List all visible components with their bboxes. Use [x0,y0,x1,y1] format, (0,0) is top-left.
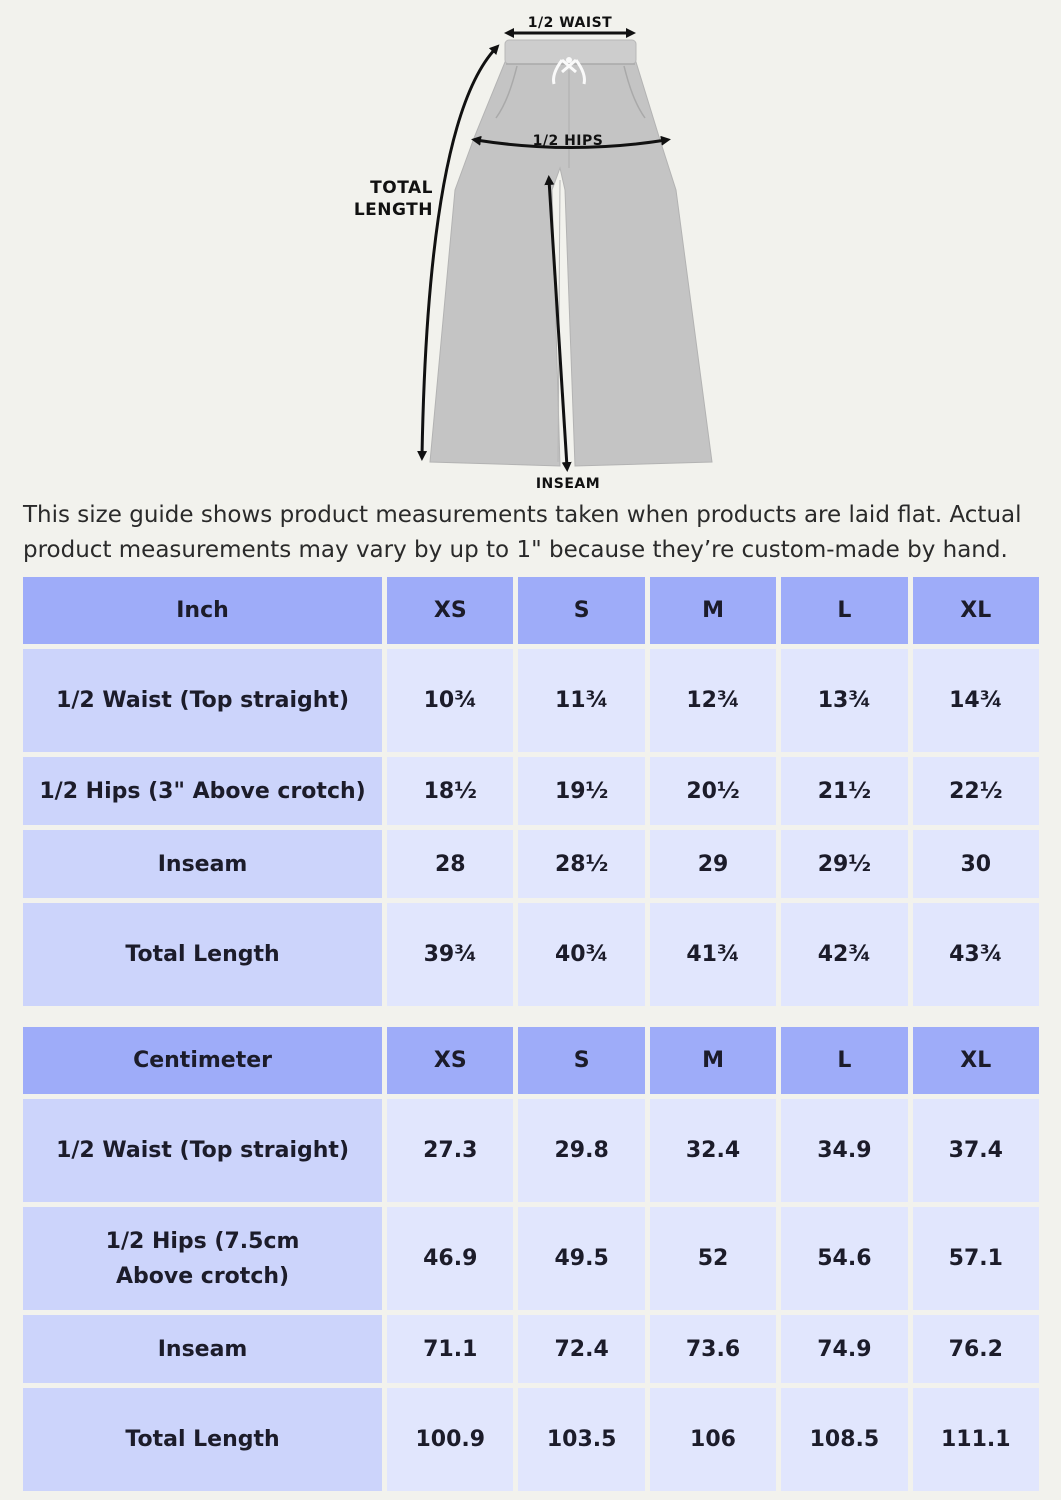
row-label: Inseam [23,830,382,898]
table-cell: 100.9 [387,1388,513,1491]
table-cell: 19½ [518,757,644,825]
table-cell: 32.4 [650,1099,776,1202]
inch-header-row [23,577,1039,644]
table-cell: 41¾ [650,903,776,1006]
size-header-xs: XS [387,1027,513,1094]
size-header-l: L [781,1027,907,1094]
inch-unit-header: Inch [23,577,382,644]
table-row [23,1207,1039,1310]
pants-body [430,62,712,466]
row-label: Total Length [23,903,382,1006]
table-row [23,1388,1039,1491]
table-cell: 73.6 [650,1315,776,1383]
table-cell: 46.9 [387,1207,513,1310]
half-waist-label: 1/2 WAIST [527,15,613,31]
size-header-s: S [518,1027,644,1094]
table-row [23,830,1039,898]
pants-illustration [0,0,1061,500]
table-cell: 103.5 [518,1388,644,1491]
cm-unit-header: Centimeter [23,1027,382,1094]
row-label: 1/2 Waist (Top straight) [23,1099,382,1202]
table-cell: 74.9 [781,1315,907,1383]
table-cell: 21½ [781,757,907,825]
size-header-m: M [650,1027,776,1094]
table-cell: 27.3 [387,1099,513,1202]
row-label: 1/2 Waist (Top straight) [23,649,382,752]
table-cell: 22½ [913,757,1039,825]
size-header-l: L [781,577,907,644]
table-cell: 12¾ [650,649,776,752]
table-cell: 14¾ [913,649,1039,752]
table-row [23,1099,1039,1202]
inseam-label: INSEAM [535,476,601,492]
table-cell: 28½ [518,830,644,898]
table-cell: 43¾ [913,903,1039,1006]
table-cell: 10¾ [387,649,513,752]
table-cell: 76.2 [913,1315,1039,1383]
row-label: Total Length [23,1388,382,1491]
inch-size-table [18,572,1044,1011]
table-cell: 20½ [650,757,776,825]
size-header-xs: XS [387,577,513,644]
size-header-s: S [518,577,644,644]
row-label-text: 1/2 Hips (7.5cm Above crotch) [105,1228,300,1289]
size-header-xl: XL [913,1027,1039,1094]
table-cell: 54.6 [781,1207,907,1310]
size-header-m: M [650,577,776,644]
table-cell: 57.1 [913,1207,1039,1310]
table-cell: 18½ [387,757,513,825]
table-cell: 39¾ [387,903,513,1006]
table-cell: 52 [650,1207,776,1310]
table-cell: 30 [913,830,1039,898]
row-label [23,1207,382,1310]
table-cell: 111.1 [913,1388,1039,1491]
table-cell: 72.4 [518,1315,644,1383]
cm-header-row [23,1027,1039,1094]
table-cell: 29.8 [518,1099,644,1202]
intro-text: This size guide shows product measurements taken when products are laid flat. Actual product measurements may vary by up to 1" because they’re custom-made by hand. [23,502,1022,563]
table-cell: 28 [387,830,513,898]
table-row [23,757,1039,825]
table-row [23,1315,1039,1383]
total-length-label-line2: LENGTH [353,200,433,220]
table-cell: 108.5 [781,1388,907,1491]
table-cell: 49.5 [518,1207,644,1310]
table-cell: 13¾ [781,649,907,752]
table-cell: 11¾ [518,649,644,752]
total-length-label-line1: TOTAL [370,178,433,198]
size-header-xl: XL [913,577,1039,644]
cm-size-table [18,1022,1044,1496]
table-cell: 106 [650,1388,776,1491]
table-cell: 29 [650,830,776,898]
table-cell: 42¾ [781,903,907,1006]
table-row [23,649,1039,752]
table-cell: 71.1 [387,1315,513,1383]
pants-diagram [0,0,1061,500]
table-cell: 37.4 [913,1099,1039,1202]
row-label: 1/2 Hips (3" Above crotch) [23,757,382,825]
table-cell: 34.9 [781,1099,907,1202]
table-cell: 29½ [781,830,907,898]
table-cell: 40¾ [518,903,644,1006]
half-hips-label: 1/2 HIPS [532,133,604,149]
table-row [23,903,1039,1006]
row-label: Inseam [23,1315,382,1383]
